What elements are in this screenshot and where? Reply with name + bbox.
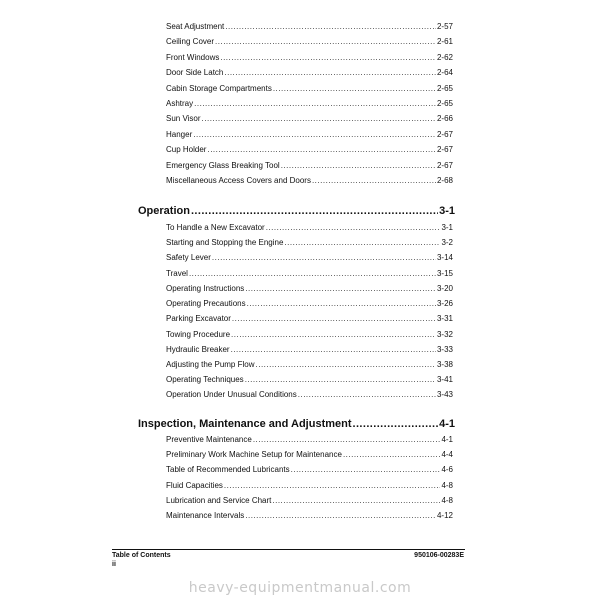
watermark: heavy-equipmentmanual.com xyxy=(188,580,412,596)
toc-entry[interactable]: Ceiling Cover ..... 2-61 xyxy=(166,36,453,48)
toc-entry[interactable]: Sun Visor ..... 2-66 xyxy=(166,113,453,125)
toc-entry[interactable]: Preliminary Work Machine Setup for Maintenance ..... 4-4 xyxy=(166,449,453,461)
toc-entry[interactable]: Safety Lever ..... 3-14 xyxy=(166,252,453,264)
toc-entry[interactable]: Seat Adjustment ..... 2-57 xyxy=(166,21,453,33)
toc-entry[interactable]: Operation Under Unusual Conditions ..... 3-43 xyxy=(166,389,453,401)
toc-entry[interactable]: Front Windows ..... 2-62 xyxy=(166,52,453,64)
toc-entry[interactable]: Miscellaneous Access Covers and Doors ..... 2-68 xyxy=(166,175,453,187)
toc-entry[interactable]: Table of Recommended Lubricants ..... 4-6 xyxy=(166,464,453,476)
footer-section-title: Table of Contents xyxy=(112,552,171,559)
footer-divider xyxy=(112,549,465,550)
toc-section-operation[interactable]: Operation ..... 3-1 xyxy=(138,204,455,219)
toc-entry[interactable]: Cabin Storage Compartments ..... 2-65 xyxy=(166,83,453,95)
toc-entry[interactable]: Hanger ..... 2-67 xyxy=(166,129,453,141)
toc-entry[interactable]: Operating Instructions ..... 3-20 xyxy=(166,283,453,295)
toc-entry[interactable]: Hydraulic Breaker ..... 3-33 xyxy=(166,344,453,356)
toc-entry[interactable]: Maintenance Intervals ..... 4-12 xyxy=(166,510,453,522)
toc-entry[interactable]: Towing Procedure ..... 3-32 xyxy=(166,329,453,341)
toc-entry[interactable]: Operating Techniques ..... 3-41 xyxy=(166,374,453,386)
toc-entry[interactable]: To Handle a New Excavator ..... 3-1 xyxy=(166,222,453,234)
toc-entry[interactable]: Travel ..... 3-15 xyxy=(166,268,453,280)
toc-entry[interactable]: Starting and Stopping the Engine ..... 3-2 xyxy=(166,237,453,249)
footer-document-number: 950106-00283E xyxy=(414,552,464,559)
toc-entry[interactable]: Lubrication and Service Chart ..... 4-8 xyxy=(166,495,453,507)
toc-entry[interactable]: Ashtray ..... 2-65 xyxy=(166,98,453,110)
footer-page-number: ii xyxy=(112,561,116,568)
toc-entry[interactable]: Preventive Maintenance ..... 4-1 xyxy=(166,434,453,446)
toc-entry[interactable]: Fluid Capacities ..... 4-8 xyxy=(166,480,453,492)
toc-entry[interactable]: Emergency Glass Breaking Tool ..... 2-67 xyxy=(166,160,453,172)
toc-entry[interactable]: Cup Holder ..... 2-67 xyxy=(166,144,453,156)
toc-entry[interactable]: Operating Precautions ..... 3-26 xyxy=(166,298,453,310)
toc-entry[interactable]: Door Side Latch ..... 2-64 xyxy=(166,67,453,79)
toc-section-inspection[interactable]: Inspection, Maintenance and Adjustment ..... 4-1 xyxy=(138,417,455,432)
toc-entry[interactable]: Adjusting the Pump Flow ..... 3-38 xyxy=(166,359,453,371)
toc-entry[interactable]: Parking Excavator ..... 3-31 xyxy=(166,313,453,325)
